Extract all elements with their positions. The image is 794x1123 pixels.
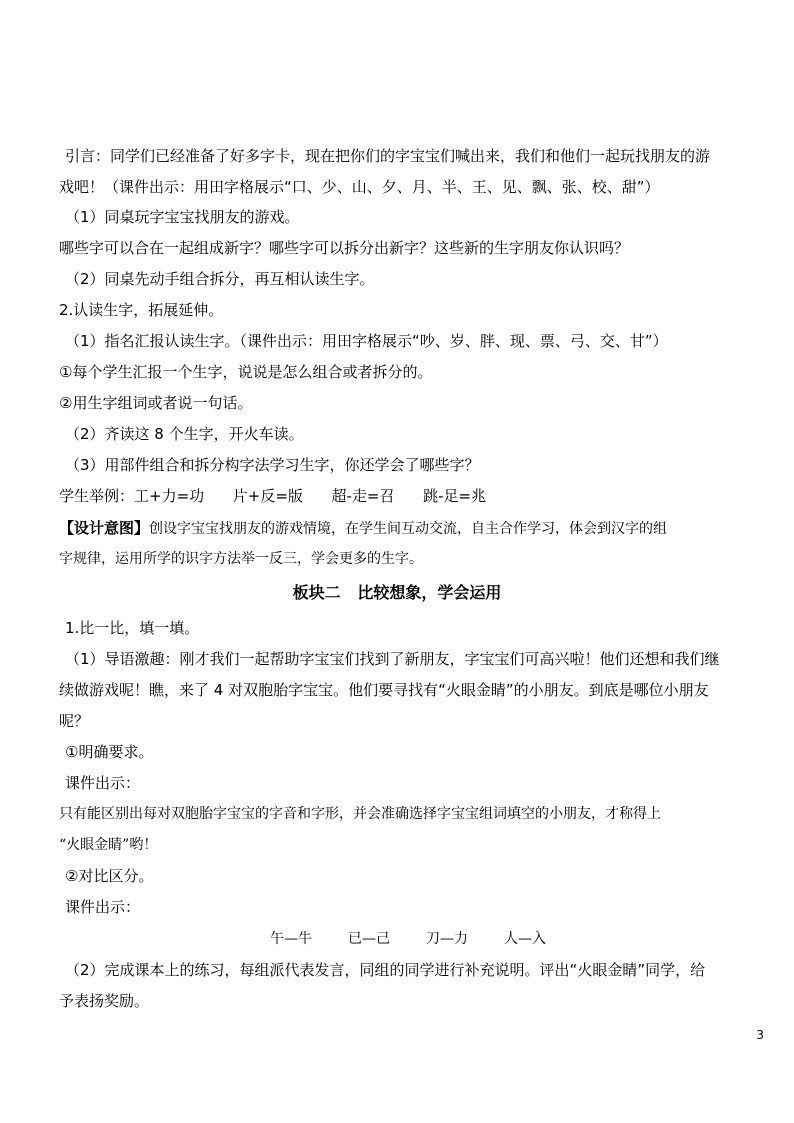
courseware-label: 课件出示： <box>65 774 141 792</box>
substep-1b: ②用生字组词或者说一句话。 <box>59 394 253 412</box>
step-2-text: （2）同桌先动手组合拆分，再互相认读生字。 <box>65 270 375 288</box>
substep-1a: ①每个学生汇报一个生字，说说是怎么组合或者拆分的。 <box>59 363 433 381</box>
requirement-title: ①明确要求。 <box>65 743 154 761</box>
student-examples: 学生举例：工+力=功 片+反=版 超-走=召 跳-足=兆 <box>59 487 487 505</box>
pair-item: 午—牛 <box>270 931 312 947</box>
intro-text: 引言：同学们已经准备了好多字卡，现在把你们的字宝宝们喊出来，我们和他们一起玩找朋友的游 <box>65 147 711 165</box>
design-intent-text: 创设字宝宝找朋友的游戏情境，在学生间互动交流，自主合作学习，体会到汉字的组 <box>149 521 668 537</box>
courseware-text: 只有能区别出每对双胞胎字宝宝的字音和字形，并会准确选择字宝宝组词填空的小朋友，才称得上 <box>59 806 661 822</box>
courseware-label-2: 课件出示： <box>65 898 141 916</box>
intro-text-cont: 戏吧！（课件出示：用田字格展示“口、少、山、夕、月、半、王、见、飘、张、校、甜”） <box>59 178 660 196</box>
pair-item: 已—己 <box>348 931 390 947</box>
final-step: （2）完成课本上的练习，每组派代表发言，同组的同学进行补充说明。评出“火眼金睛”同学，给 <box>65 961 706 979</box>
guide-text-end: 呢？ <box>59 712 90 730</box>
substep-3: （3）用部件组合和拆分构字法学习生字，你还学会了哪些字？ <box>65 456 480 474</box>
pair-item: 刀—力 <box>426 931 468 947</box>
substep-2: （2）齐读这 8 个生字，开火车读。 <box>65 425 304 443</box>
section-2-title: 2.认读生字，拓展延伸。 <box>59 301 224 319</box>
character-pairs <box>270 928 582 948</box>
design-intent <box>59 518 739 539</box>
design-intent-cont: 字规律，运用所学的识字方法举一反三，学会更多的生字。 <box>59 551 423 567</box>
question-text: 哪些字可以合在一起组成新字？哪些字可以拆分出新字？这些新的生字朋友你认识吗？ <box>59 239 630 257</box>
guide-text-cont: 续做游戏呢！瞧，来了 4 对双胞胎字宝宝。他们要寻找有“火眼金睛”的小朋友。到底是哪位小朋友 <box>59 681 709 699</box>
section-heading: 板块二 比较想象，学会运用 <box>292 583 502 602</box>
exercise-title: 1.比一比，填一填。 <box>65 619 200 637</box>
substep-1: （1）指名汇报认读生字。（课件出示：用田字格展示“吵、岁、胖、现、票、弓、交、甘”） <box>65 332 668 350</box>
final-step-cont: 予表扬奖励。 <box>59 992 150 1010</box>
guide-text: （1）导语激趣：刚才我们一起帮助字宝宝们找到了新朋友，字宝宝们可高兴啦！他们还想和我们继 <box>65 650 720 668</box>
pair-item: 人—入 <box>504 931 546 947</box>
page-number: 3 <box>756 1028 764 1042</box>
courseware-text-cont: “火眼金睛”哟！ <box>59 837 158 853</box>
step-1-text: （1）同桌玩字宝宝找朋友的游戏。 <box>65 208 300 226</box>
compare-title: ②对比区分。 <box>65 867 154 885</box>
design-intent-label: 【设计意图】 <box>59 519 150 537</box>
